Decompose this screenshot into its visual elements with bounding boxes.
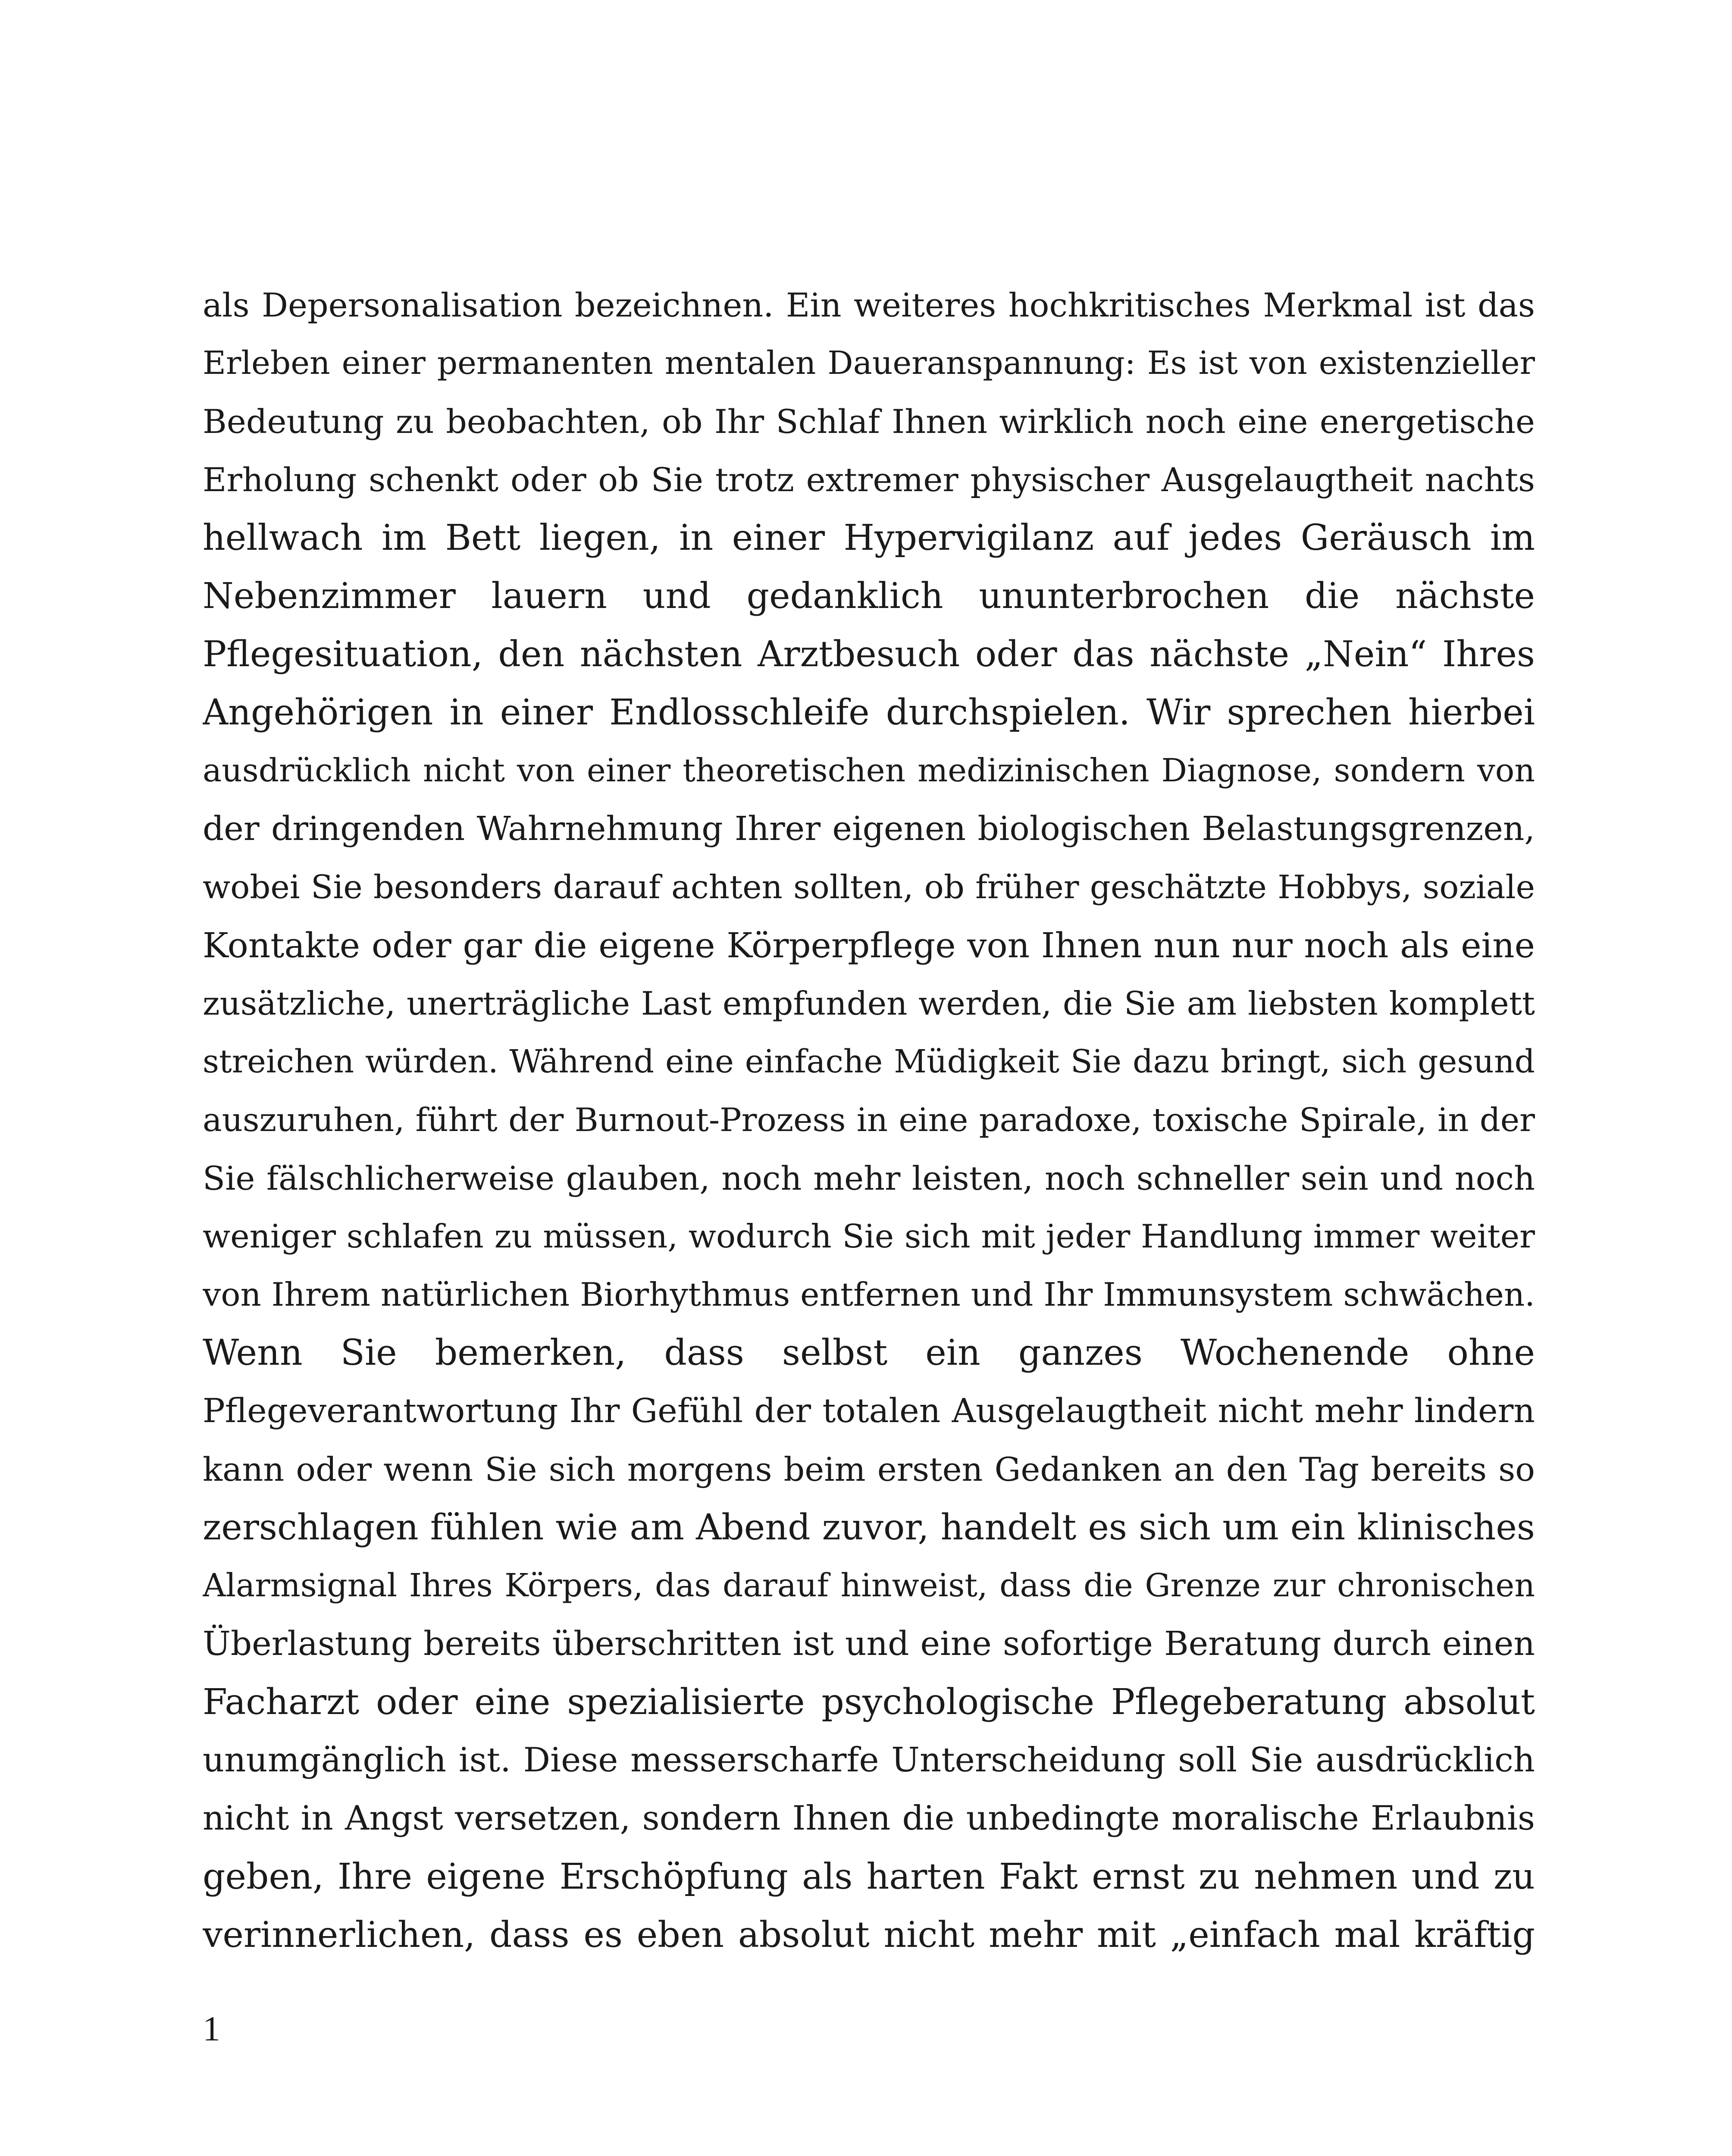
text-line: Kontakte oder gar die eigene Körperpflege von Ihnen nun nur noch als eine bbox=[203, 925, 1535, 965]
text-line: verinnerlichen, dass es eben absolut nicht mehr mit „einfach mal kräftig bbox=[203, 1915, 1535, 1955]
text-line: weniger schlafen zu müssen, wodurch Sie sich mit jeder Handlung immer weiter bbox=[203, 1217, 1535, 1255]
text-line: wobei Sie besonders darauf achten sollten, ob früher geschätzte Hobbys, soziale bbox=[203, 868, 1535, 906]
text-line: Angehörigen in einer Endlosschleife durchspielen. Wir sprechen hierbei bbox=[203, 692, 1535, 733]
text-line: ausdrücklich nicht von einer theoretischen medizinischen Diagnose, sondern von bbox=[203, 752, 1535, 789]
text-line: streichen würden. Während eine einfache Müdigkeit Sie dazu bringt, sich gesund bbox=[203, 1043, 1535, 1080]
page-number: 1 bbox=[203, 2009, 220, 2048]
text-line: nicht in Angst versetzen, sondern Ihnen die unbedingte moralische Erlaubnis bbox=[203, 1799, 1535, 1838]
text-line: Sie fälschlicherweise glauben, noch mehr leisten, noch schneller sein und noch bbox=[203, 1159, 1535, 1197]
text-line: als Depersonalisation bezeichnen. Ein weiteres hochkritisches Merkmal ist das bbox=[203, 286, 1535, 324]
text-line: Erholung schenkt oder ob Sie trotz extremer physischer Ausgelaugtheit nachts bbox=[203, 461, 1535, 499]
text-line: Bedeutung zu beobachten, ob Ihr Schlaf Ihnen wirklich noch eine energetische bbox=[203, 402, 1535, 441]
text-line: von Ihrem natürlichen Biorhythmus entfernen und Ihr Immunsystem schwächen. bbox=[203, 1275, 1535, 1313]
text-line: auszuruhen, führt der Burnout-Prozess in eine paradoxe, toxische Spirale, in der bbox=[203, 1101, 1535, 1139]
text-line: unumgänglich ist. Diese messerscharfe Unterscheidung soll Sie ausdrücklich bbox=[203, 1741, 1535, 1780]
text-line: Nebenzimmer lauern und gedanklich ununterbrochen die nächste bbox=[203, 576, 1535, 617]
text-line: kann oder wenn Sie sich morgens beim ersten Gedanken an den Tag bereits so bbox=[203, 1450, 1535, 1489]
text-line: Überlastung bereits überschritten ist und eine sofortige Beratung durch einen bbox=[203, 1625, 1535, 1663]
text-line: Pflegeverantwortung Ihr Gefühl der totalen Ausgelaugtheit nicht mehr lindern bbox=[203, 1392, 1535, 1430]
text-line: Erleben einer permanenten mentalen Daueranspannung: Es ist von existenzieller bbox=[203, 345, 1535, 382]
text-line: Pflegesituation, den nächsten Arztbesuch oder das nächste „Nein“ Ihres bbox=[203, 634, 1535, 675]
text-line: Facharzt oder eine spezialisierte psychologische Pflegeberatung absolut bbox=[203, 1682, 1535, 1723]
text-line: Wenn Sie bemerken, dass selbst ein ganzes Wochenende ohne bbox=[203, 1332, 1535, 1373]
text-line: der dringenden Wahrnehmung Ihrer eigenen biologischen Belastungsgrenzen, bbox=[203, 810, 1535, 848]
text-line: hellwach im Bett liegen, in einer Hypervigilanz auf jedes Geräusch im bbox=[203, 517, 1535, 558]
text-line: zerschlagen fühlen wie am Abend zuvor, handelt es sich um ein klinisches bbox=[203, 1507, 1535, 1548]
text-line: geben, Ihre eigene Erschöpfung als harten Fakt ernst zu nehmen und zu bbox=[203, 1856, 1535, 1897]
text-line: Alarmsignal Ihres Körpers, das darauf hinweist, dass die Grenze zur chronischen bbox=[203, 1567, 1535, 1604]
body-text bbox=[203, 276, 1535, 1964]
text-line: zusätzliche, unerträgliche Last empfunden werden, die Sie am liebsten komplett bbox=[203, 984, 1535, 1022]
